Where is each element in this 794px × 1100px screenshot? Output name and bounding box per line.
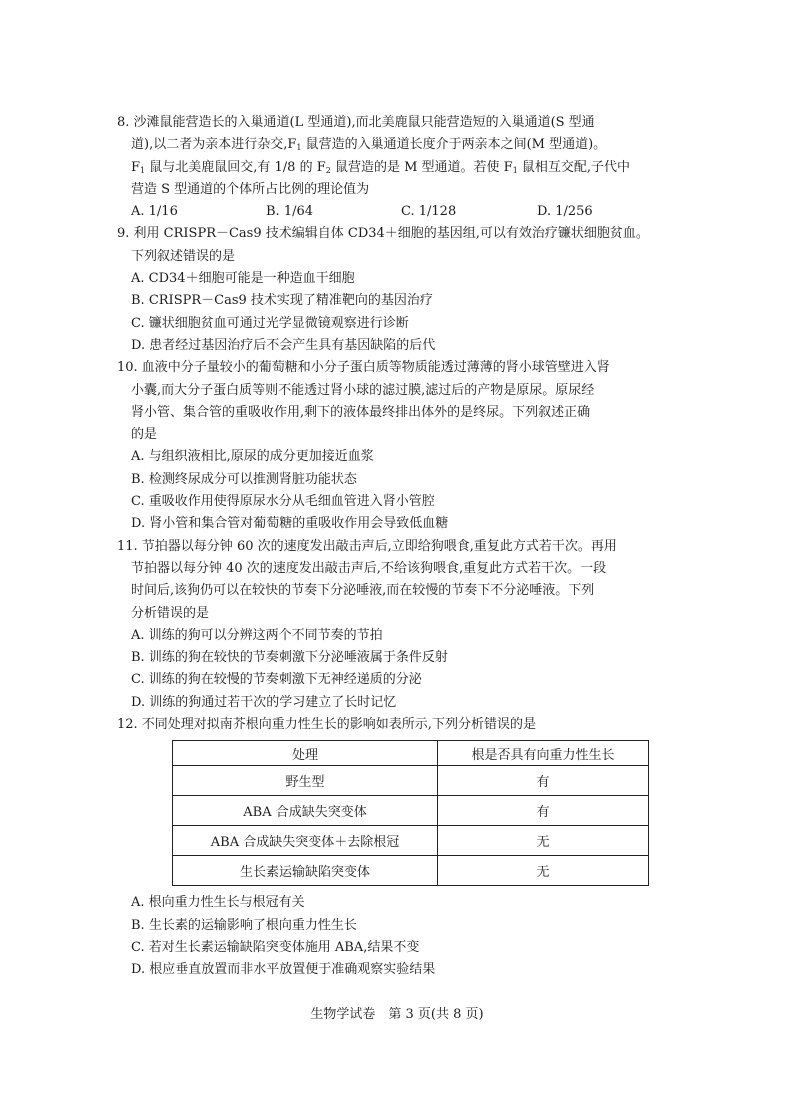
- q9-option-b: B. CRISPR－Cas9 技术实现了精准靶向的基因治疗: [131, 293, 433, 309]
- q8-stem-line-4: 营造 S 型通道的个体所占比例的理论值为: [131, 181, 370, 197]
- q8-option-c: C. 1/128: [401, 204, 457, 220]
- q8-stem-line-2: 道),以二者为亲本进行杂交$,F_1$ 鼠营造的入巢通道长度介于两亲本之间(M 型通道)。: [131, 137, 607, 153]
- q11-stem-line-2: 节拍器以每分钟 40 次的速度发出敲击声后,不给该狗喂食,重复此方式若干次。一段: [131, 560, 607, 576]
- question-9: [117, 223, 687, 357]
- q8-options: [117, 201, 687, 223]
- q8-stem-line-3: $F_1$ 鼠与北美鹿鼠回交,有 1/8 的 $F_2$ 鼠营造的是 M 型通道。若使 $F_1$ 鼠相互交配,子代中: [131, 159, 631, 175]
- table-cell-treatment: ABA 合成缺失突变体: [173, 796, 438, 826]
- q12-option-b: B. 生长素的运输影响了根向重力性生长: [131, 917, 357, 933]
- q11-option-b: B. 训练的狗在较快的节奏刺激下分泌唾液属于条件反射: [131, 650, 448, 666]
- q12-results-table: [172, 740, 649, 886]
- table-row: [173, 796, 649, 826]
- table-cell-treatment: 野生型: [173, 766, 438, 796]
- q10-option-b: B. 检测终尿成分可以推测肾脏功能状态: [131, 471, 357, 487]
- table-cell-result: 有: [438, 796, 649, 826]
- question-11: [117, 536, 687, 714]
- table-cell-treatment: ABA 合成缺失突变体＋去除根冠: [173, 826, 438, 856]
- q8-stem-line-1: 8. 沙滩鼠能营造长的入巢通道(L 型通道),而北美鹿鼠只能营造短的入巢通道(S 型通: [117, 115, 595, 130]
- table-header-treatment: 处理: [173, 741, 438, 766]
- q9-stem-line-1: 9. 利用 CRISPR－Cas9 技术编辑自体 CD34＋细胞的基因组,可以有效治疗镰状细胞贫血。: [117, 226, 649, 242]
- q10-stem-line-4: 的是: [131, 427, 158, 443]
- q12-stem: 12. 不同处理对拟南芥根向重力性生长的影响如表所示,下列分析错误的是: [117, 717, 536, 733]
- q10-stem-line-1: 10. 血液中分子量较小的葡萄糖和小分子蛋白质等物质能透过薄薄的肾小球管壁进入肾: [117, 360, 610, 376]
- question-10: [117, 357, 687, 535]
- q11-option-c: C. 训练的狗在较慢的节奏刺激下无神经递质的分泌: [131, 672, 422, 688]
- q10-option-a: A. 与组织液相比,原尿的成分更加接近血浆: [131, 449, 374, 465]
- q11-stem-line-3: 时间后,该狗仍可以在较快的节奏下分泌唾液,而在较慢的节奏下不分泌唾液。下列: [131, 583, 595, 599]
- questions-block: [117, 112, 687, 982]
- question-12: [117, 714, 687, 981]
- page-footer: 生物学试卷 第 3 页(共 8 页): [310, 1007, 484, 1022]
- q9-option-c: C. 镰状细胞贫血可通过光学显微镜观察进行诊断: [131, 315, 409, 331]
- table-row: [173, 856, 649, 886]
- table-row: [173, 766, 649, 796]
- table-cell-result: 无: [438, 856, 649, 886]
- q10-option-c: C. 重吸收作用使得原尿水分从毛细血管进入肾小管腔: [131, 494, 435, 510]
- q8-option-a: A. 1/16: [131, 204, 178, 220]
- q10-option-d: D. 肾小管和集合管对葡萄糖的重吸收作用会导致低血糖: [131, 516, 449, 532]
- question-8: [117, 112, 687, 223]
- q11-stem-line-1: 11. 节拍器以每分钟 60 次的速度发出敲击声后,立即给狗喂食,重复此方式若干次。再用: [117, 538, 617, 554]
- q8-option-d: D. 1/256: [537, 204, 593, 220]
- q9-stem-line-2: 下列叙述错误的是: [131, 248, 236, 264]
- q12-option-a: A. 根向重力性生长与根冠有关: [131, 895, 305, 911]
- table-cell-result: 有: [438, 766, 649, 796]
- q11-option-a: A. 训练的狗可以分辨这两个不同节奏的节拍: [131, 627, 383, 643]
- q11-option-d: D. 训练的狗通过若干次的学习建立了长时记忆: [131, 694, 397, 710]
- q9-option-d: D. 患者经过基因治疗后不会产生具有基因缺陷的后代: [131, 337, 436, 353]
- table-header-gravitropism: 根是否具有向重力性生长: [438, 741, 649, 766]
- q10-stem-line-2: 小囊,而大分子蛋白质等则不能透过肾小球的滤过膜,滤过后的产物是原尿。原尿经: [131, 382, 595, 398]
- table-cell-treatment: 生长素运输缺陷突变体: [173, 856, 438, 886]
- q11-stem-line-4: 分析错误的是: [131, 605, 210, 621]
- table-header-row: [173, 741, 649, 766]
- table-row: [173, 826, 649, 856]
- q9-option-a: A. CD34＋细胞可能是一种造血干细胞: [131, 271, 355, 287]
- table-cell-result: 无: [438, 826, 649, 856]
- q10-stem-line-3: 肾小管、集合管的重吸收作用,剩下的液体最终排出体外的是终尿。下列叙述正确: [131, 404, 591, 420]
- q12-option-d: D. 根应垂直放置而非水平放置便于准确观察实验结果: [131, 962, 436, 978]
- q8-option-b: B. 1/64: [266, 204, 314, 220]
- q12-option-c: C. 若对生长素运输缺陷突变体施用 ABA,结果不变: [131, 939, 420, 955]
